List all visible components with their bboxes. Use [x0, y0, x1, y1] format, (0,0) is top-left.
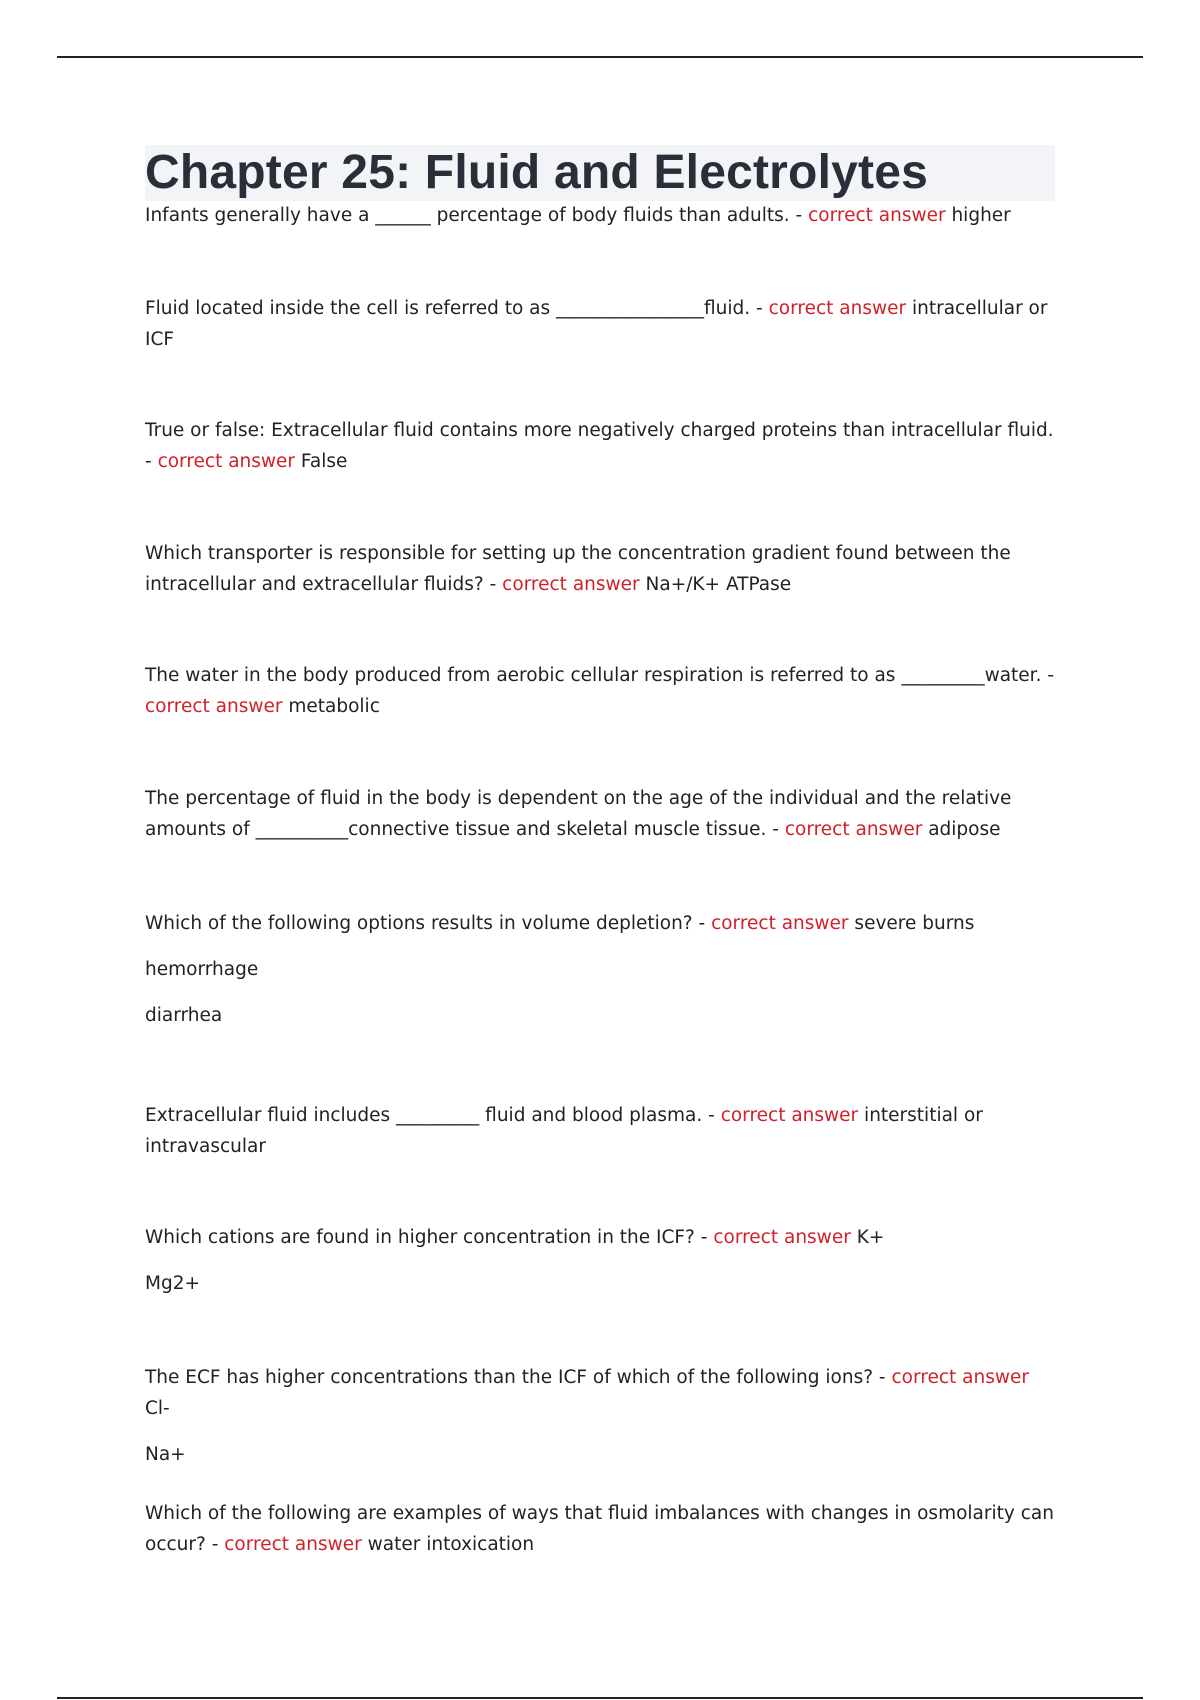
question-text: Infants generally have a ______ percentage of body fluids than adults. -	[145, 205, 809, 226]
correct-answer-label: correct answer	[502, 574, 640, 595]
qa-text	[145, 293, 1055, 355]
correct-answer-label: correct answer	[891, 1367, 1029, 1388]
page-title: Chapter 25: Fluid and Electrolytes	[145, 145, 1055, 201]
answer-extra-line: hemorrhage	[145, 959, 259, 980]
correct-answer-label: correct answer	[711, 913, 849, 934]
footer-rule	[57, 1697, 1143, 1699]
answer-text: Cl-	[145, 1398, 170, 1419]
answer-text: severe burns	[848, 913, 975, 934]
answer-text: interstitial or intravascular	[145, 1105, 983, 1157]
header-rule	[57, 56, 1143, 58]
qa-item	[145, 200, 1055, 231]
answer-extra-line: diarrhea	[145, 1005, 223, 1026]
question-text: Which of the following options results in volume depletion? -	[145, 913, 712, 934]
qa-text	[145, 1498, 1055, 1560]
qa-item	[145, 538, 1055, 600]
correct-answer-label: correct answer	[768, 298, 907, 319]
qa-text	[145, 1100, 1055, 1162]
answer-text: K+	[850, 1227, 885, 1248]
question-text: The percentage of fluid in the body is dependent on the age of the individual and the relative amounts of __________connective tissue and skeletal muscle tissue. -	[145, 788, 1012, 840]
correct-answer-label: correct answer	[784, 819, 923, 840]
correct-answer-label: correct answer	[720, 1105, 859, 1126]
answer-text: higher	[945, 205, 1011, 226]
qa-item	[145, 415, 1055, 477]
correct-answer-label: correct answer	[145, 696, 283, 717]
correct-answer-label: correct answer	[713, 1227, 851, 1248]
qa-text	[145, 908, 1055, 939]
qa-text	[145, 1362, 1055, 1424]
answer-extra-line: Na+	[145, 1444, 186, 1465]
question-text: Which cations are found in higher concentration in the ICF? -	[145, 1227, 714, 1248]
correct-answer-label: correct answer	[808, 205, 946, 226]
qa-item	[145, 660, 1055, 722]
qa-text	[145, 783, 1055, 845]
qa-text	[145, 200, 1055, 231]
qa-text	[145, 1222, 1055, 1253]
question-text: The water in the body produced from aerobic cellular respiration is referred to as _________water. -	[145, 665, 1055, 686]
qa-item	[145, 1362, 1055, 1470]
correct-answer-label: correct answer	[224, 1534, 362, 1555]
correct-answer-label: correct answer	[157, 451, 296, 472]
question-text: The ECF has higher concentrations than the ICF of which of the following ions? -	[145, 1367, 892, 1388]
answer-text: Na+/K+ ATPase	[639, 574, 792, 595]
qa-item	[145, 1100, 1055, 1162]
qa-item	[145, 293, 1055, 355]
question-text: Extracellular fluid includes _________ fluid and blood plasma. -	[145, 1105, 721, 1126]
document-page	[145, 145, 1055, 1555]
question-text: True or false: Extracellular fluid contains more negatively charged proteins than intracellular fluid. -	[145, 420, 1054, 472]
answer-text: water intoxication	[361, 1534, 535, 1555]
answer-text: intracellular or ICF	[145, 298, 1048, 350]
question-text: Which of the following are examples of ways that fluid imbalances with changes in osmolarity can occur? -	[145, 1503, 1054, 1555]
question-text: Fluid located inside the cell is referred to as ________________fluid. -	[145, 298, 769, 319]
answer-text: metabolic	[282, 696, 380, 717]
answer-extra-line: Mg2+	[145, 1273, 200, 1294]
question-text: Which transporter is responsible for setting up the concentration gradient found between the intracellular and extracellular fluids? -	[145, 543, 1011, 595]
qa-text	[145, 538, 1055, 600]
answer-text: False	[295, 451, 348, 472]
answer-text: adipose	[922, 819, 1001, 840]
qa-item	[145, 1222, 1055, 1299]
qa-item	[145, 908, 1055, 1031]
qa-text	[145, 660, 1055, 722]
qa-text	[145, 415, 1055, 477]
qa-item	[145, 783, 1055, 845]
qa-item	[145, 1498, 1055, 1560]
